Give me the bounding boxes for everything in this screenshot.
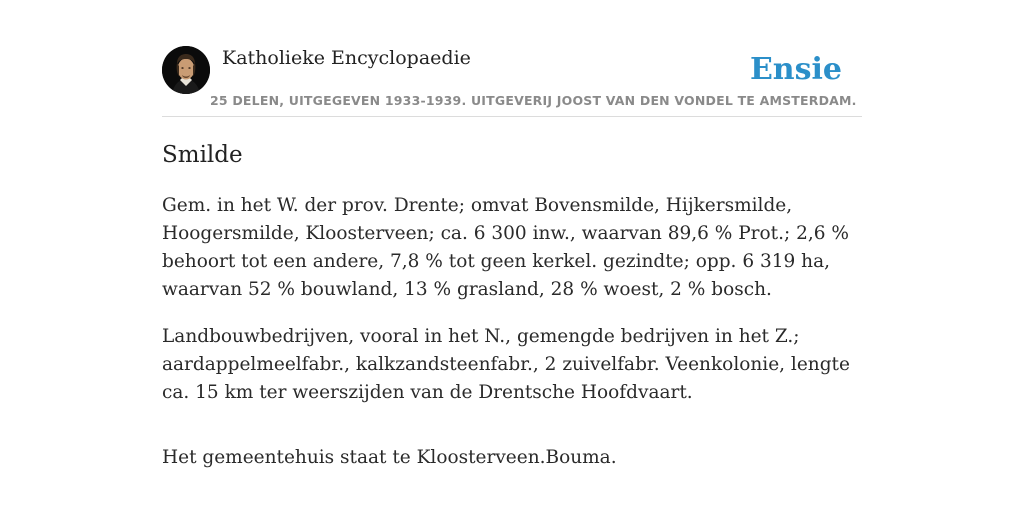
portrait-avatar-icon xyxy=(162,46,210,94)
entry-title: Smilde xyxy=(162,142,243,168)
publication-subtitle: 25 DELEN, UITGEGEVEN 1933-1939. UITGEVERIJ JOOST VAN DEN VONDEL TE AMSTERDAM. xyxy=(210,93,857,108)
page xyxy=(162,0,862,512)
publication-title[interactable]: Katholieke Encyclopaedie xyxy=(222,47,471,69)
entry-body xyxy=(162,192,862,491)
entry-paragraph: Het gemeentehuis staat te Kloosterveen.Bouma. xyxy=(162,447,617,468)
ensie-logo-link[interactable]: Ensie xyxy=(749,52,842,87)
header xyxy=(162,46,862,117)
entry-paragraph: Landbouwbedrijven, vooral in het N., gemengde bedrijven in het Z.; aardappelmeelfabr., kalkzandsteenfabr., 2 zuivelfabr. Veenkolonie, lengte ca. 15 km ter weerszijden van de Drentsche Hoofdvaart. xyxy=(162,326,850,403)
entry-paragraph: Gem. in het W. der prov. Drente; omvat Bovensmilde, Hijkersmilde, Hoogersmilde, Kloosterveen; ca. 6 300 inw., waarvan 89,6 % Prot.; 2,6 % behoort tot een andere, 7,8 % tot geen kerkel. gezindte; opp. 6 319 ha, waarvan 52 % bouwland, 13 % grasland, 28 % woest, 2 % bosch. xyxy=(162,195,849,300)
